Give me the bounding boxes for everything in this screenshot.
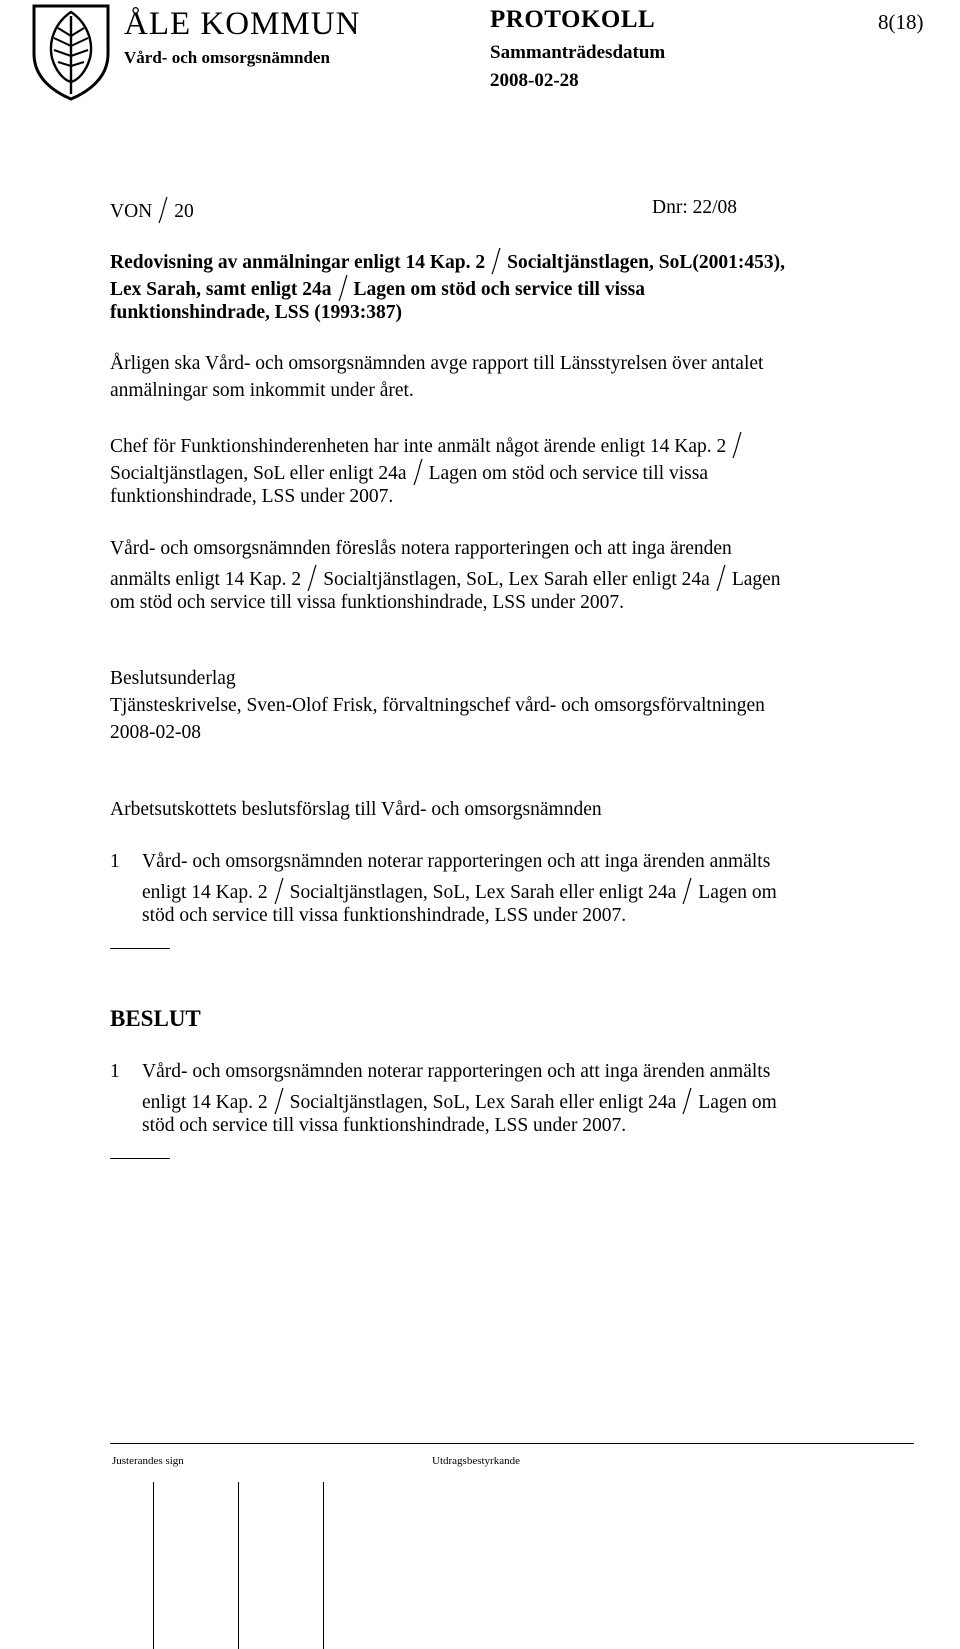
proposal-heading: Arbetsutskottets beslutsförslag till Vård- och omsorgsnämnden <box>110 799 602 820</box>
basis-line-2: 2008-02-08 <box>110 722 201 743</box>
paragraph-3-line-1: Vård- och omsorgsnämnden föreslås notera rapporteringen och att inga ärenden <box>110 538 732 559</box>
paragraph-1-line-2: anmälningar som inkommit under året. <box>110 380 414 401</box>
footer-sign-label: Justerandes sign <box>112 1455 184 1467</box>
title-line-3: funktionshindrade, LSS (1993:387) <box>110 302 403 323</box>
decision-item-number: 1 <box>110 1061 120 1082</box>
signature-box-divider <box>323 1482 324 1649</box>
title-line-1: Redovisning av anmälningar enligt 14 Kap. 2 Socialtjänstlagen, SoL(2001:453), <box>110 246 785 277</box>
proposal-line-3: stöd och service till vissa funktionshindrade, LSS under 2007. <box>142 905 627 926</box>
paragraph-sign-icon <box>304 563 320 593</box>
paragraph-sign-icon <box>713 563 729 593</box>
organization-unit: Vård- och omsorgsnämnden <box>124 48 330 67</box>
footer-rule <box>110 1443 914 1444</box>
section-divider <box>110 948 170 949</box>
page-number: 8(18) <box>878 10 924 34</box>
paragraph-sign-icon <box>271 876 287 906</box>
basis-heading: Beslutsunderlag <box>110 668 236 689</box>
municipal-logo-icon <box>30 2 112 102</box>
paragraph-3-line-2: anmälts enligt 14 Kap. 2 Socialtjänstlagen, SoL, Lex Sarah eller enligt 24a Lagen <box>110 563 781 594</box>
meeting-date-label: Sammanträdesdatum <box>490 42 666 63</box>
case-section-number: 20 <box>174 201 194 222</box>
footer-extract-label: Utdragsbestyrkande <box>432 1455 520 1467</box>
paragraph-2-line-3: funktionshindrade, LSS under 2007. <box>110 486 394 507</box>
organization-name: ÅLE KOMMUN <box>124 6 361 42</box>
signature-box-divider <box>153 1482 154 1649</box>
decision-line-2: enligt 14 Kap. 2 Socialtjänstlagen, SoL, Lex Sarah eller enligt 24a Lagen om <box>142 1086 777 1117</box>
paragraph-sign-icon <box>679 876 695 906</box>
paragraph-3-line-3: om stöd och service till vissa funktionshindrade, LSS under 2007. <box>110 592 624 613</box>
meeting-date-value: 2008-02-28 <box>490 70 579 91</box>
paragraph-sign-icon <box>679 1086 695 1116</box>
paragraph-sign-icon <box>335 273 351 303</box>
title-line-2: Lex Sarah, samt enligt 24a Lagen om stöd och service till vissa <box>110 273 645 304</box>
paragraph-sign-icon <box>729 430 745 460</box>
decision-line-3: stöd och service till vissa funktionshindrade, LSS under 2007. <box>142 1115 627 1136</box>
decision-heading: BESLUT <box>110 1006 201 1031</box>
proposal-item-number: 1 <box>110 851 120 872</box>
signature-box-divider <box>238 1482 239 1649</box>
case-reference <box>110 195 194 226</box>
decision-line-1: Vård- och omsorgsnämnden noterar rapporteringen och att inga ärenden anmälts <box>142 1061 771 1082</box>
paragraph-1-line-1: Årligen ska Vård- och omsorgsnämnden avge rapport till Länsstyrelsen över antalet <box>110 353 764 374</box>
paragraph-sign-icon <box>488 246 504 276</box>
case-dnr: Dnr: 22/08 <box>652 197 738 218</box>
case-ref: VON <box>110 201 153 222</box>
basis-line-1: Tjänsteskrivelse, Sven-Olof Frisk, förvaltningschef vård- och omsorgsförvaltningen <box>110 695 765 716</box>
document-type: PROTOKOLL <box>490 6 656 33</box>
proposal-line-1: Vård- och omsorgsnämnden noterar rapporteringen och att inga ärenden anmälts <box>142 851 771 872</box>
paragraph-2-line-1: Chef för Funktionshinderenheten har inte anmält något ärende enligt 14 Kap. 2 <box>110 430 748 461</box>
paragraph-sign-icon <box>271 1086 287 1116</box>
section-divider <box>110 1158 170 1159</box>
proposal-line-2: enligt 14 Kap. 2 Socialtjänstlagen, SoL, Lex Sarah eller enligt 24a Lagen om <box>142 876 777 907</box>
paragraph-sign-icon <box>410 457 426 487</box>
paragraph-sign-icon <box>155 195 171 225</box>
paragraph-2-line-2: Socialtjänstlagen, SoL eller enligt 24a Lagen om stöd och service till vissa <box>110 457 708 488</box>
